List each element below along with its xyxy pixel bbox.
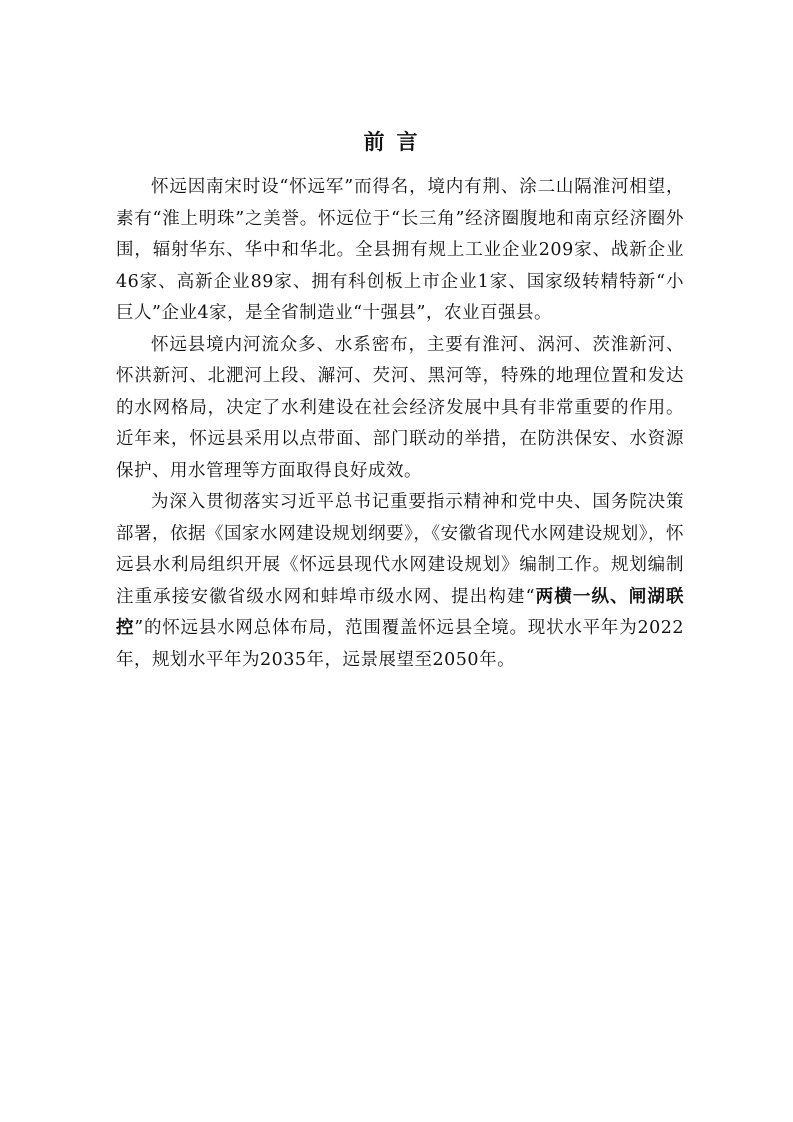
paragraph-plan-emphasis: 两横一纵、闸湖联控 [116, 586, 684, 638]
paragraph-plan [116, 487, 684, 676]
paragraph-rivers: 怀远县境内河流众多、水系密布，主要有淮河、涡河、茨淮新河、怀洪新河、北淝河上段、澥河、芡河、黑河等，特殊的地理位置和发达的水网格局，决定了水利建设在社会经济发展中具有非常重要的作用。近年来，怀远县采用以点带面、部门联动的举措，在防洪保安、水资源保护、用水管理等方面取得良好成效。 [116, 334, 684, 481]
paragraph-plan-text-before: 为深入贯彻落实习近平总书记重要指示精神和党中央、国务院决策部署，依据《国家水网建设规划纲要》，《安徽省现代水网建设规划》，怀远县水利局组织开展《怀远县现代水网建设规划》编制工作。规划编制注重承接安徽省级水网和蚌埠市级水网、提出构建“ [116, 492, 684, 607]
document-body [116, 172, 684, 676]
paragraph-intro: 怀远因南宋时设“怀远军”而得名，境内有荆、涂二山隔淮河相望，素有“淮上明珠”之美誉。怀远位于“长三角”经济圈腹地和南京经济圈外围，辐射华东、华中和华北。全县拥有规上工业企业209家、战新企业46家、高新企业89家、拥有科创板上市企业1家、国家级转精特新“小巨人”企业4家，是全省制造业“十强县”，农业百强县。 [116, 177, 684, 323]
paragraph-plan-text-after: ”的怀远县水网总体布局，范围覆盖怀远县全境。现状水平年为2022年，规划水平年为2035年，远景展望至2050年。 [116, 618, 685, 670]
page-title: 前言 [363, 129, 430, 154]
